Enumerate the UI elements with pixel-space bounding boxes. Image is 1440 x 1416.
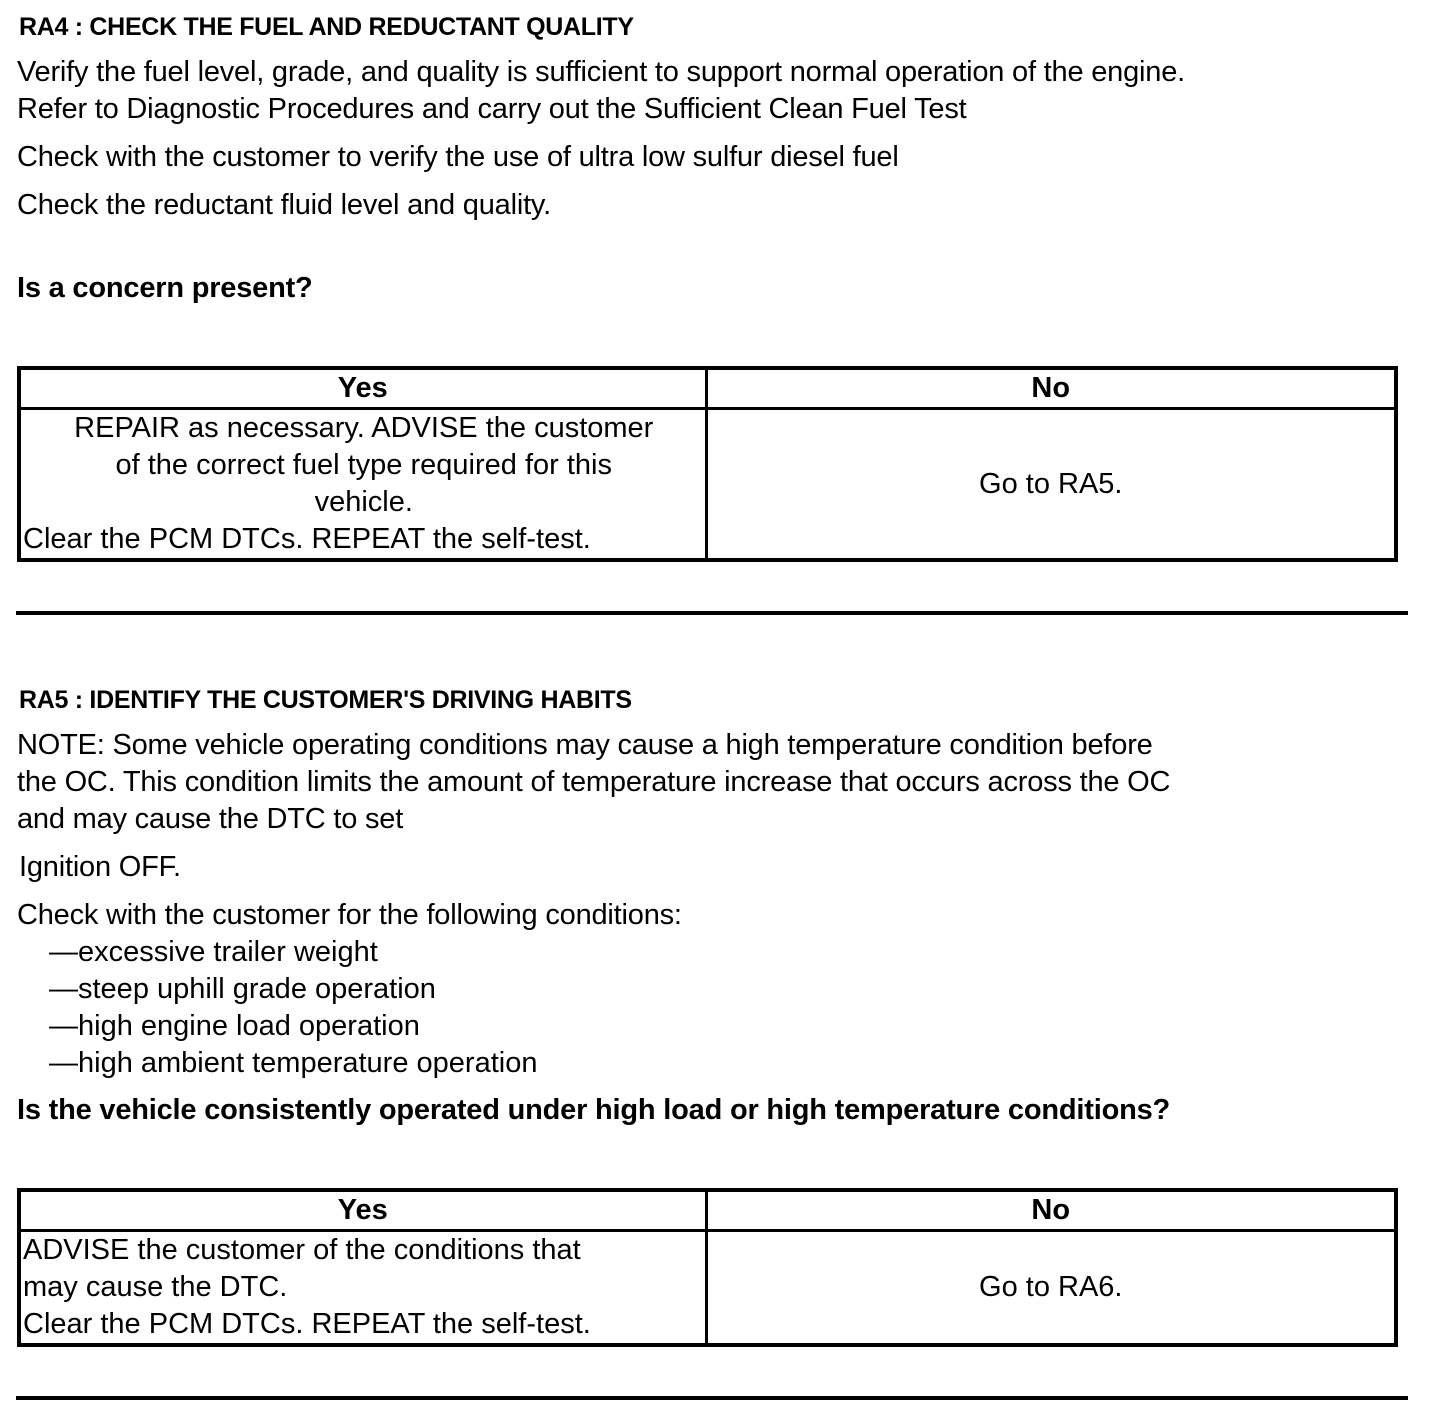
ra4-no-header: No [706, 368, 1396, 409]
ra5-condition-item: —high engine load operation [49, 1010, 420, 1042]
ra4-yes-line: Clear the PCM DTCs. REPEAT the self-test. [23, 523, 591, 555]
ra4-no-cell: Go to RA5. [706, 409, 1396, 561]
ra4-yes-line: of the correct fuel type required for this [115, 449, 612, 481]
ra4-line-refer: Refer to Diagnostic Procedures and carry out the Sufficient Clean Fuel Test [17, 93, 967, 125]
ra5-condition-item: —excessive trailer weight [49, 936, 378, 968]
ra5-ignition-off: Ignition OFF. [19, 851, 181, 883]
ra4-line-verify: Verify the fuel level, grade, and quality is sufficient to support normal operation of the engine. [17, 56, 1185, 88]
ra5-note-line: NOTE: Some vehicle operating conditions may cause a high temperature condition before [17, 729, 1153, 761]
ra5-check-intro: Check with the customer for the following conditions: [17, 899, 682, 931]
ra5-condition-item: —steep uphill grade operation [49, 973, 436, 1005]
ra4-yes-header: Yes [19, 368, 706, 409]
ra5-yes-line: ADVISE the customer of the conditions that [23, 1234, 581, 1266]
ra4-paragraph-verify [17, 54, 1185, 128]
ra4-step-title: RA4 : CHECK THE FUEL AND REDUCTANT QUALITY [19, 13, 634, 41]
ra4-paragraph-reductant: Check the reductant fluid level and quality. [17, 189, 551, 221]
ra4-paragraph-ulsd: Check with the customer to verify the use of ultra low sulfur diesel fuel [17, 141, 899, 173]
ra5-note-line: the OC. This condition limits the amount of temperature increase that occurs across the OC [17, 766, 1171, 798]
ra4-question: Is a concern present? [17, 272, 313, 304]
ra5-decision-table [17, 1188, 1398, 1347]
ra5-no-cell: Go to RA6. [706, 1231, 1396, 1346]
ra5-yes-line: Clear the PCM DTCs. REPEAT the self-test. [23, 1308, 591, 1340]
ra5-condition-item: —high ambient temperature operation [49, 1047, 538, 1079]
ra5-question: Is the vehicle consistently operated under high load or high temperature conditions? [17, 1094, 1171, 1126]
ra5-step-title: RA5 : IDENTIFY THE CUSTOMER'S DRIVING HABITS [19, 686, 632, 714]
ra5-yes-cell [19, 1231, 706, 1346]
ra5-note [17, 727, 1170, 838]
section-divider [16, 1396, 1408, 1400]
ra4-decision-table [17, 366, 1398, 562]
ra5-yes-line: may cause the DTC. [23, 1271, 288, 1303]
ra5-yes-header: Yes [19, 1190, 706, 1231]
ra5-note-line: and may cause the DTC to set [17, 803, 404, 835]
ra4-yes-line: vehicle. [314, 486, 413, 518]
ra4-yes-line: REPAIR as necessary. ADVISE the customer [74, 412, 654, 444]
ra5-conditions-list [49, 934, 537, 1082]
section-divider [16, 611, 1408, 615]
ra5-no-header: No [706, 1190, 1396, 1231]
ra4-yes-cell [19, 409, 706, 561]
